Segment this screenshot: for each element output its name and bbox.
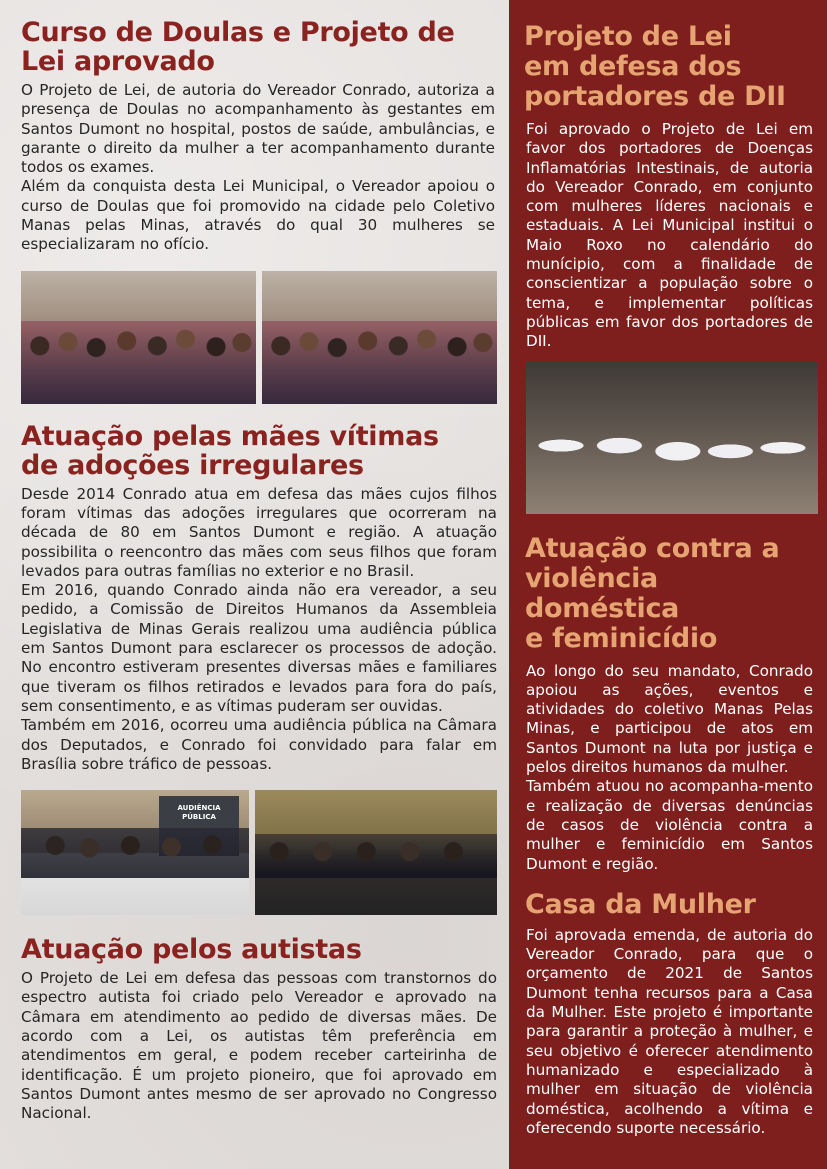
- section-title: Atuação pelos autistas: [21, 934, 362, 966]
- section-title: Atuação pelas mães vítimas de adoções irregulares: [21, 420, 439, 481]
- section-maes-vitimas: [21, 422, 497, 774]
- paragraph: Também em 2016, ocorreu uma audiência pública na Câmara dos Deputados, e Conrado foi convidado para falar em Brasília sobre tráfico de pessoas.: [21, 716, 497, 773]
- paragraph: Além da conquista desta Lei Municipal, o Vereador apoiou o curso de Doulas que foi promovido na cidade pelo Coletivo Manas pelas Minas, através do qual 30 mulheres se especializaram no ofício.: [21, 177, 495, 254]
- paragraph: Foi aprovada emenda, de autoria do Vereador Conrado, para que o orçamento de 2021 de Santos Dumont tenha recursos para a Casa da Mulher. Este projeto é importante para garantir a proteção à mulher, e seu objetivo é oferecer atendimento humanizado e especializado à mulher em situação de violência doméstica, acolhendo a vítima e oferecendo suporte necessário.: [526, 925, 813, 1137]
- paragraph: Desde 2014 Conrado atua em defesa das mães cujos filhos foram vítimas das adoções irregulares que ocorreram na década de 80 em Santos Dumont e região. A atuação possibilita o reencontro das mães com seus filhos que foram levados para outras famílias no exterior e no Brasil.: [21, 484, 497, 580]
- paragraph: Em 2016, quando Conrado ainda não era vereador, a seu pedido, a Comissão de Direitos Humanos da Assembleia Legislativa de Minas Gerais realizou uma audiência pública em Santos Dumont para esclarecer os processos de adoção. No encontro estiveram presentes diversas mães e familiares que tiveram os filhos retirados e levados para fora do país, sem consentimento, e as vítimas puderam ser ouvidas.: [21, 581, 497, 715]
- section-body: [518, 120, 813, 352]
- group-photo-course-1: [21, 271, 256, 404]
- section-title: Curso de Doulas e Projeto de Lei aprovado: [21, 17, 455, 77]
- section-title: Projeto de Lei em defesa dos portadores de DII: [524, 21, 786, 112]
- hearing-screen: AUDIÊNCIA PÚBLICA: [159, 796, 239, 856]
- section-casa-mulher: [518, 890, 813, 1138]
- section-body: [21, 969, 497, 1123]
- chamber-deputies-photo: [255, 790, 497, 915]
- photo-row-doulas: [21, 271, 497, 404]
- photo-row-audiencias: [21, 790, 497, 915]
- paragraph: Foi aprovado o Projeto de Lei em favor dos portadores de Doenças Inflamatórias Intestinais, de autoria do Vereador Conrado, em conjunto com mulheres líderes nacionais e estaduais. A Lei Municipal institui o Maio Roxo no calendário do munícipio, com a finalidade de conscientizar a população sobre o tema, e implementar políticas públicas em favor dos portadores de DII.: [526, 120, 813, 351]
- section-body: [21, 485, 497, 774]
- section-title: Atuação contra a violência doméstica e feminicídio: [525, 532, 780, 654]
- section-doulas: [21, 18, 497, 255]
- right-column: [509, 0, 827, 1169]
- paragraph: O Projeto de Lei em defesa das pessoas com transtornos do espectro autista foi criado pelo Vereador e aprovado na Câmara em atendimento ao pedido de diversas mães. De acordo com a Lei, os autistas têm preferência em atendimentos em geral, e podem receber carteirinha de identificação. É um projeto pioneiro, que foi aprovado em Santos Dumont antes mesmo de ser aprovado no Congresso Nacional.: [21, 969, 497, 1123]
- section-violencia: [518, 534, 813, 874]
- paragraph: O Projeto de Lei, de autoria do Vereador Conrado, autoriza a presença de Doulas no acompanhamento às gestantes em Santos Dumont no hospital, postos de saúde, ambulâncias, e garante o direito da mulher a ter acompanhamento durante todos os exames.: [21, 81, 495, 177]
- section-body: [518, 662, 813, 874]
- section-autistas: [21, 935, 497, 1123]
- section-title: Casa da Mulher: [525, 888, 756, 920]
- paragraph: Ao longo do seu mandato, Conrado apoiou as ações, eventos e atividades do coletivo Manas Pelas Minas, e participou de atos em Santos Dumont na luta por justiça e pelos direitos humanos da mulher.: [526, 661, 813, 777]
- team-photo-juntos-somos: [526, 362, 818, 514]
- public-hearing-photo: [21, 790, 249, 915]
- paragraph: Também atuou no acompanha-mento e realização de diversas denúncias de casos de violência contra a mulher e feminicídio em Santos Dumont e região.: [526, 777, 813, 873]
- section-dii: [518, 22, 813, 352]
- group-photo-course-2: [262, 271, 497, 404]
- section-body: [518, 926, 813, 1138]
- section-body: [21, 81, 497, 255]
